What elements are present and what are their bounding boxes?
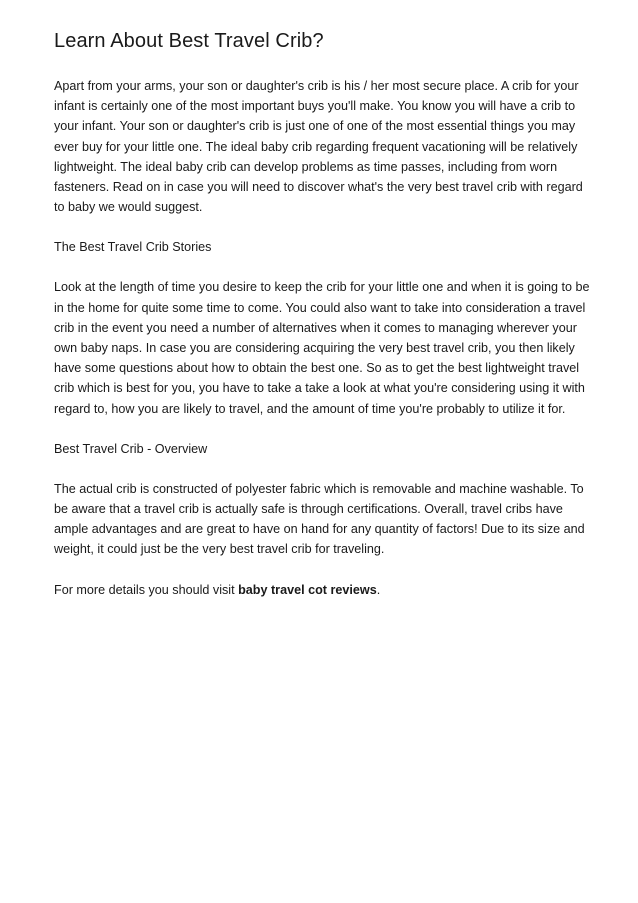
footer-paragraph xyxy=(54,580,594,600)
intro-paragraph: Apart from your arms, your son or daughter's crib is his / her most secure place. A crib for your infant is certainly one of the most important buys you'll make. You know you will have a crib to your infant. Your son or daughter's crib is just one of one of the most essential things you may ever buy for your little one. The ideal baby crib regarding frequent vacationing will be relatively lightweight. The ideal baby crib can develop problems as time passes, including from worn fasteners. Read on in case you will need to discover what's the very best travel crib with regard to baby we would suggest. xyxy=(54,79,583,215)
stories-paragraph: Look at the length of time you desire to keep the crib for your little one and when it is going to be in the home for quite some time to come. You could also want to take into consideration a travel crib in the event you need a number of alternatives when it comes to managing wherever your own baby naps. In case you are considering acquiring the very best travel crib, you then likely have some questions about how to obtain the best one. So as to get the best lightweight travel crib which is best for you, you have to take a take a look at what you're considering using it with regard to, how you are likely to travel, and the amount of time you're probably to utilize it for. xyxy=(54,280,590,416)
overview-paragraph: The actual crib is constructed of polyester fabric which is removable and machine washable. To be aware that a travel crib is actually safe is through certifications. Overall, travel cribs have ample advantages and are great to have on hand for any quantity of factors! Due to its size and weight, it could just be the very best travel crib for traveling. xyxy=(54,481,585,557)
page-title: Learn About Best Travel Crib? xyxy=(54,30,324,52)
section-heading-stories: The Best Travel Crib Stories xyxy=(54,240,212,255)
section-heading-overview: Best Travel Crib - Overview xyxy=(54,441,208,456)
footer-suffix: . xyxy=(376,582,381,597)
baby-travel-cot-reviews-link[interactable]: baby travel cot reviews xyxy=(238,582,377,597)
footer-prefix: For more details you should visit xyxy=(54,582,239,597)
document-page xyxy=(54,28,594,620)
